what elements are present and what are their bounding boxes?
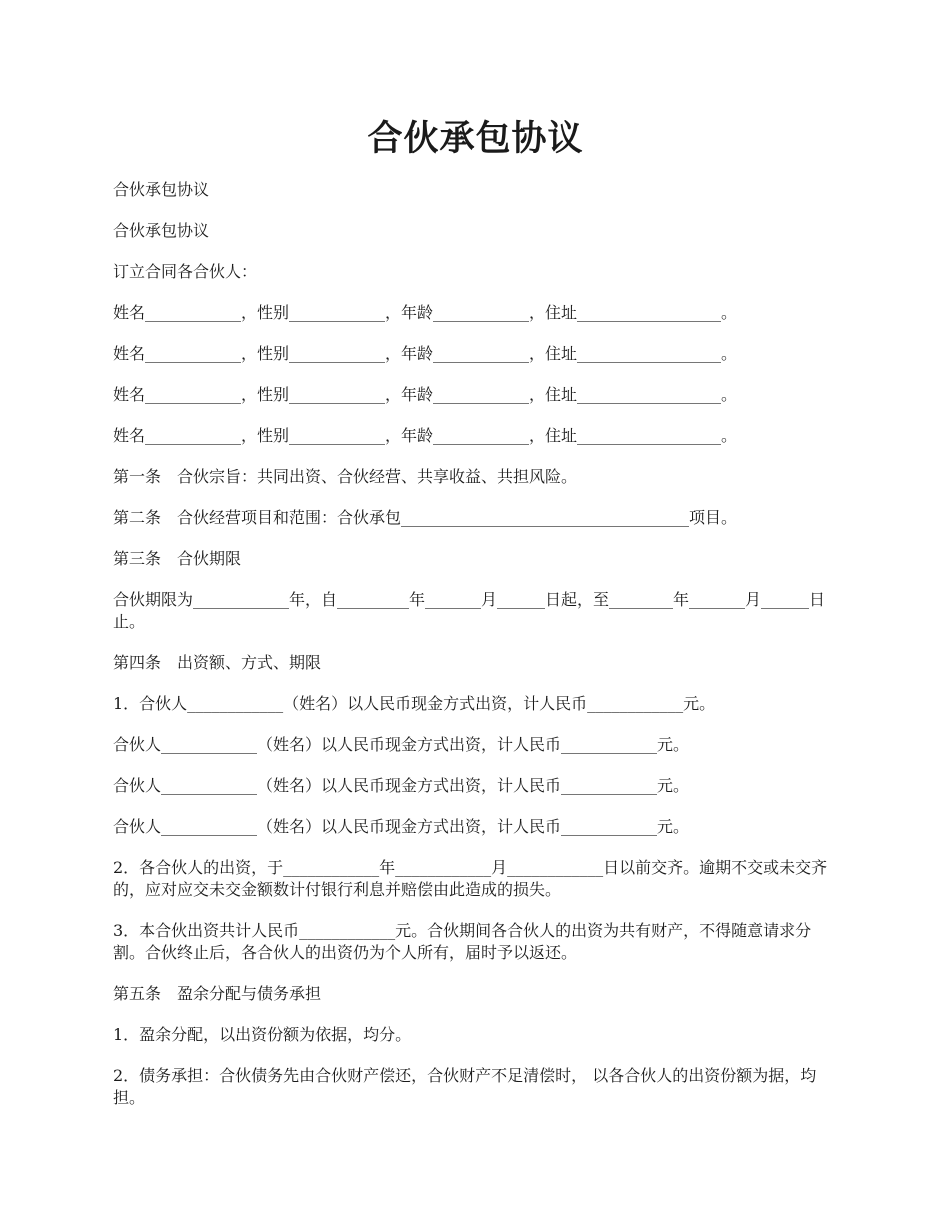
paragraph: 3．本合伙出资共计人民币____________元。合伙期间各合伙人的出资为共有财产，不得随意请求分割。合伙终止后，各合伙人的出资仍为个人所有，届时予以返还。 [113, 921, 812, 962]
paragraph: 1．盈余分配，以出资份额为依据，均分。 [113, 1025, 412, 1044]
contribution-line: 合伙人____________（姓名）以人民币现金方式出资，计人民币____________元。 [113, 776, 690, 795]
contribution-line: 合伙人____________（姓名）以人民币现金方式出资，计人民币____________元。 [113, 817, 690, 836]
article-heading: 第一条 合伙宗旨：共同出资、合伙经营、共享收益、共担风险。 [113, 467, 578, 486]
paragraph: 合伙期限为____________年，自_________年_______月______日起，至________年_______月______日止。 [113, 590, 826, 631]
article-heading: 第三条 合伙期限 [113, 549, 242, 568]
contribution-line: 合伙人____________（姓名）以人民币现金方式出资，计人民币____________元。 [113, 735, 690, 754]
partner-info-line: 姓名____________，性别____________，年龄____________，住址__________________。 [113, 426, 738, 445]
contribution-line: 1．合伙人____________（姓名）以人民币现金方式出资，计人民币____________元。 [113, 694, 716, 713]
partner-info-line: 姓名____________，性别____________，年龄____________，住址__________________。 [113, 344, 738, 363]
paragraph: 订立合同各合伙人： [113, 262, 258, 281]
paragraph: 合伙承包协议 [113, 221, 210, 240]
article-heading: 第四条 出资额、方式、期限 [113, 653, 322, 672]
article-heading: 第五条 盈余分配与债务承担 [113, 984, 322, 1003]
paragraph: 2．各合伙人的出资，于____________年____________月____________日以前交齐。逾期不交或未交齐的，应对应交未交金额数计付银行利息并赔偿由此造成的损失。 [113, 858, 828, 899]
paragraph: 2．债务承担：合伙债务先由合伙财产偿还，合伙财产不足清偿时， 以各合伙人的出资份额为据，均担。 [113, 1066, 817, 1107]
paragraph: 合伙承包协议 [113, 180, 210, 199]
article-heading: 第二条 合伙经营项目和范围：合伙承包____________________________________项目。 [113, 508, 738, 527]
document-title: 合伙承包协议 [367, 118, 584, 159]
partner-info-line: 姓名____________，性别____________，年龄____________，住址__________________。 [113, 385, 738, 404]
partner-info-line: 姓名____________，性别____________，年龄____________，住址__________________。 [113, 303, 738, 322]
document-page [113, 0, 838, 1109]
